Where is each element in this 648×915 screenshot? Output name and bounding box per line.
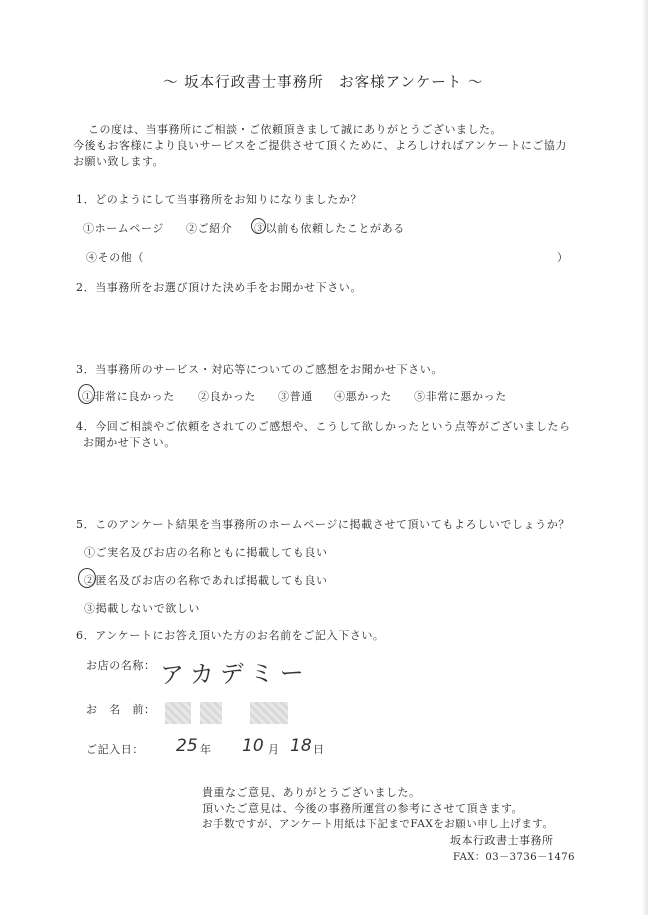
q5-selection-circle xyxy=(78,568,96,588)
intro-line-1: この度は、当事務所にご相談・ご依頼頂きまして誠にありがとうございました。 xyxy=(88,123,502,136)
name-label: お 名 前： xyxy=(86,703,156,716)
q3-option-good[interactable]: ②良かった xyxy=(198,390,256,403)
shop-name-handwritten[interactable]: アカデミー xyxy=(159,658,311,690)
q1-selection-circle xyxy=(251,218,266,234)
date-year-unit: 年 xyxy=(200,743,212,756)
date-day-handwritten[interactable]: 18 xyxy=(290,736,312,756)
shop-name-label: お店の名称： xyxy=(86,659,156,672)
q1-option-repeat[interactable]: ③以前も依頼したことがある xyxy=(254,222,405,235)
closing-line-3: お手数ですが、アンケート用紙は下記までFAXをお願い申し上げます。 xyxy=(202,818,554,830)
q1-option-homepage[interactable]: ①ホームページ xyxy=(83,222,164,235)
q1-option-other[interactable]: ④その他（ xyxy=(86,251,144,264)
date-month-unit: 月 xyxy=(268,743,280,756)
redacted-name-block xyxy=(165,702,191,724)
date-day-unit: 日 xyxy=(313,743,325,756)
q1-other-close: ） xyxy=(557,251,569,264)
question-3: 3．当事務所のサービス・対応等についてのご感想をお聞かせ下さい。 xyxy=(76,363,443,376)
date-label: ご記入日： xyxy=(86,743,144,756)
date-month-handwritten[interactable]: 10 xyxy=(242,736,264,756)
page-title: 〜 坂本行政書士事務所 お客様アンケート 〜 xyxy=(163,75,484,91)
redacted-name-block xyxy=(250,702,288,724)
redacted-name-block xyxy=(200,702,222,724)
question-6: 6．アンケートにお答え頂いた方のお名前をご記入下さい。 xyxy=(76,629,385,642)
q1-option-referral[interactable]: ②ご紹介 xyxy=(186,222,233,235)
intro-line-3: お願い致します。 xyxy=(73,155,165,168)
q3-option-very-good[interactable]: ①非常に良かった xyxy=(82,390,175,403)
q3-selection-circle xyxy=(78,384,95,404)
office-name: 坂本行政書士事務所 xyxy=(450,834,554,847)
question-2: 2．当事務所をお選び頂けた決め手をお聞かせ下さい。 xyxy=(76,281,362,294)
q3-option-bad[interactable]: ④悪かった xyxy=(334,390,392,403)
question-5: 5．このアンケート結果を当事務所のホームページに掲載させて頂いてもよろしいでしょうか？ xyxy=(76,518,570,531)
scan-edge-shadow xyxy=(642,0,648,915)
date-year-handwritten[interactable]: 25 xyxy=(176,736,198,756)
closing-line-1: 貴重なご意見、ありがとうございました。 xyxy=(202,786,421,799)
q5-option-real-name[interactable]: ①ご実名及びお店の名称ともに掲載しても良い xyxy=(84,546,328,559)
q3-option-average[interactable]: ③普通 xyxy=(278,390,313,403)
q5-option-no-publish[interactable]: ③掲載しないで欲しい xyxy=(84,602,200,615)
question-4: 4．今回ご相談やご依頼をされてのご感想や、こうして欲しかったという点等がございましたら xyxy=(76,420,571,433)
closing-line-2: 頂いたご意見は、今後の事務所運営の参考にさせて頂きます。 xyxy=(202,802,524,815)
fax-number: FAX：03－3736－1476 xyxy=(453,852,576,863)
question-1: 1．どのようにして当事務所をお知りになりましたか？ xyxy=(76,193,362,206)
q5-option-anonymous[interactable]: ②匿名及びお店の名称であれば掲載しても良い xyxy=(84,574,328,587)
q3-option-very-bad[interactable]: ⑤非常に悪かった xyxy=(414,390,507,403)
intro-line-2: 今後もお客様により良いサービスをご提供させて頂くために、よろしければアンケートにご協力 xyxy=(73,139,567,152)
question-4-line-2: お聞かせ下さい。 xyxy=(83,436,176,449)
